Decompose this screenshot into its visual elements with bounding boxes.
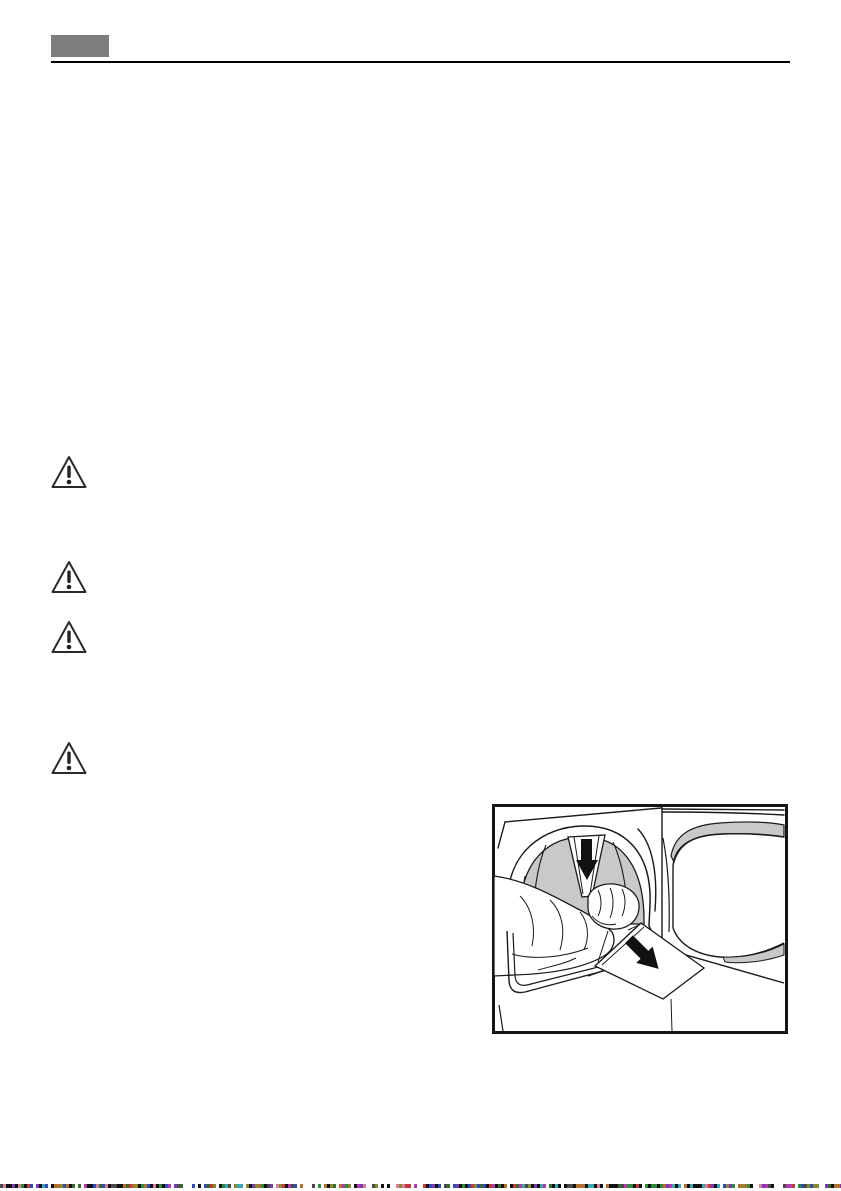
fluff-filter-removal-illustration: [492, 804, 788, 1034]
warning-triangle-icon: [50, 740, 88, 777]
warning-triangle-icon: [50, 454, 88, 491]
page-number-box: [51, 35, 109, 57]
warning-triangle-icon: [50, 619, 88, 656]
print-artifact-strip: [0, 1184, 841, 1188]
hand: [588, 884, 639, 929]
header-rule: [51, 61, 790, 63]
warning-triangle-icon: [50, 559, 88, 596]
